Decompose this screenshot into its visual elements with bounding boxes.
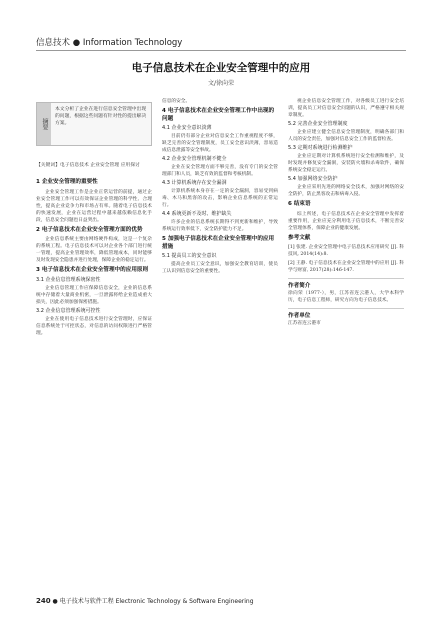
paragraph: 企业在安全管理方面不够完善，没有专门的安全管理部门和人员，缺乏有效的监督和考核机制。 bbox=[162, 165, 278, 177]
paragraph: 提高企业员工安全意识，加强安全教育培训，使员工认识到信息安全的重要性。 bbox=[162, 262, 278, 274]
column-1 bbox=[36, 176, 152, 568]
paragraph: 企业在使用电子信息技术进行安全管理时，应保证信息系统处于可控状态，对信息的访问权限进行严格管理。 bbox=[36, 316, 152, 336]
keywords: 【关键词】电子信息技术 企业安全管理 应用探讨 bbox=[36, 163, 140, 168]
column-3 bbox=[288, 98, 404, 570]
abstract-text: 本文分析了企业在进行信息安全管理中出现的问题，根据这些问题有针对性的提出解决方案。 bbox=[55, 107, 147, 126]
subheading-4-1: 4.1 企业安全意识淡薄 bbox=[162, 125, 212, 131]
author-info: 徐向荣（1977-），男，江苏省连云港人，大学本科学历，电子信息工程师，研究方向为电子信息技术。 bbox=[288, 291, 404, 303]
paragraph: 目前仍有部分企业对信息安全工作重视程度不够，缺乏完善的安全管理制度，员工安全意识淡薄，容易造成信息泄露等安全事故。 bbox=[162, 134, 278, 153]
subheading-5-4: 5.4 加强网络安全防护 bbox=[288, 176, 338, 182]
paragraph: 企业应采用先进的网络安全技术，加强对网络的安全防护，防止黑客攻击和病毒入侵。 bbox=[288, 185, 404, 197]
paragraph: 企业信息管理工作应保障信息安全，企业的信息系统中存储着大量商业机密，一旦泄露将给企业造成重大损失，因此必须加强保密措施。 bbox=[36, 285, 152, 305]
subheading-5-3: 5.3 定期对系统进行检测维护 bbox=[288, 145, 353, 151]
heading-2: 2 电子信息技术在企业安全管理方面的优势 bbox=[36, 226, 143, 233]
subheading-4-2: 4.2 企业安全管理机制不健全 bbox=[162, 156, 227, 162]
article-title: 电子信息技术在企业安全管理中的应用 bbox=[131, 62, 311, 74]
paragraph: 企业应建立健全信息安全管理制度，明确各部门和人员的安全责任，加强对信息安全工作的监督检查。 bbox=[288, 130, 404, 142]
header-divider bbox=[36, 50, 406, 51]
page-number: 240 bbox=[36, 597, 51, 605]
column-2 bbox=[162, 98, 278, 570]
heading-4: 4 电子信息技术在企业安全管理工作中出现的问题 bbox=[162, 108, 275, 122]
heading-1: 1 企业安全管理的重要性 bbox=[36, 179, 98, 185]
subheading-4-3: 4.3 计算机系统存在安全漏洞 bbox=[162, 180, 227, 186]
heading-6: 6 结束语 bbox=[288, 201, 311, 207]
paragraph: 许多企业的信息系统长期得不到更新和维护，导致系统运行效率低下，安全防护能力不足。 bbox=[162, 220, 278, 232]
paragraph: 视企业信息安全管理工作，对各级员工进行安全培训，提高员工对信息安全问题的认识，严格遵守相关规章制度。 bbox=[288, 99, 404, 118]
paragraph: 企业安全管理工作是企业正常运营的前提，通过企业安全管理工作可以有效保证企业管理的科学性、合理性，提高企业竞争力和市场占有率。随着电子信息技术的快速发展，企业在运营过程中越来越依赖信息化手段，信息安全问题也日益突出。 bbox=[36, 189, 152, 223]
subheading-3-2: 3.2 企业信息管理系统可控性 bbox=[36, 307, 101, 314]
article-author: 文/徐向荣 bbox=[207, 80, 235, 87]
paragraph: 综上所述，电子信息技术在企业安全管理中发挥着重要作用，企业应充分利用电子信息技术，不断完善安全管理体系，保障企业的健康发展。 bbox=[288, 211, 404, 231]
subheading-5-2: 5.2 完善企业安全管理制度 bbox=[288, 121, 348, 127]
paragraph: 计算机系统本身存在一定的安全漏洞，容易受到病毒、木马和黑客的攻击，影响企业信息系统的正常运行。 bbox=[162, 189, 278, 208]
abstract-label: 摘要 bbox=[37, 103, 51, 145]
heading-5: 5 加强电子信息技术在企业安全管理中的应用措施 bbox=[162, 236, 275, 250]
abstract-box bbox=[36, 102, 152, 146]
reference-item: [1] 张建. 企业安全管理中电子信息技术应用研究 [J]. 科技风, 2014(14):8. bbox=[288, 245, 404, 257]
references-title: 参考文献 bbox=[288, 234, 311, 241]
paragraph: 企业应定期对计算机系统进行安全检测和维护，及时发现并修复安全漏洞，安装防火墙和杀毒软件，确保系统安全稳定运行。 bbox=[288, 154, 404, 173]
paragraph: 企业信息系统主要由网络硬件构成，这是一个复杂的系统工程。电子信息技术可以对企业各个部门进行统一管理，提高企业管理效率，降低管理成本，同时能够及时发现安全隐患并进行处理，保障企业的稳定运行。 bbox=[36, 237, 152, 263]
author-info-title: 作者简介 bbox=[288, 278, 404, 289]
author-unit: 江苏省连云港市 bbox=[288, 321, 321, 326]
page-header bbox=[0, 0, 440, 52]
subheading-5-1: 5.1 提高员工的安全意识 bbox=[162, 253, 217, 259]
journal-name: ● 电子技术与软件工程 Electronic Technology & Software Engineering bbox=[52, 598, 254, 605]
author-unit-title: 作者单位 bbox=[288, 308, 404, 319]
heading-3: 3 电子信息技术在企业安全管理中的应用原则 bbox=[36, 267, 149, 273]
reference-item: [2] 王静. 电子信息技术在企业安全管理中的应用 [J]. 科学与财富, 2017(28):146-147. bbox=[288, 261, 404, 273]
section-label: 信息技术 ● Information Technology bbox=[36, 38, 183, 48]
references bbox=[288, 235, 404, 275]
page-footer bbox=[36, 596, 254, 605]
subheading-3-1: 3.1 企业信息管理系统保密性 bbox=[36, 276, 101, 283]
paragraph: 信息的安全。 bbox=[162, 99, 191, 104]
subheading-4-4: 4.4 系统更新不及时、维护缺失 bbox=[162, 211, 232, 217]
